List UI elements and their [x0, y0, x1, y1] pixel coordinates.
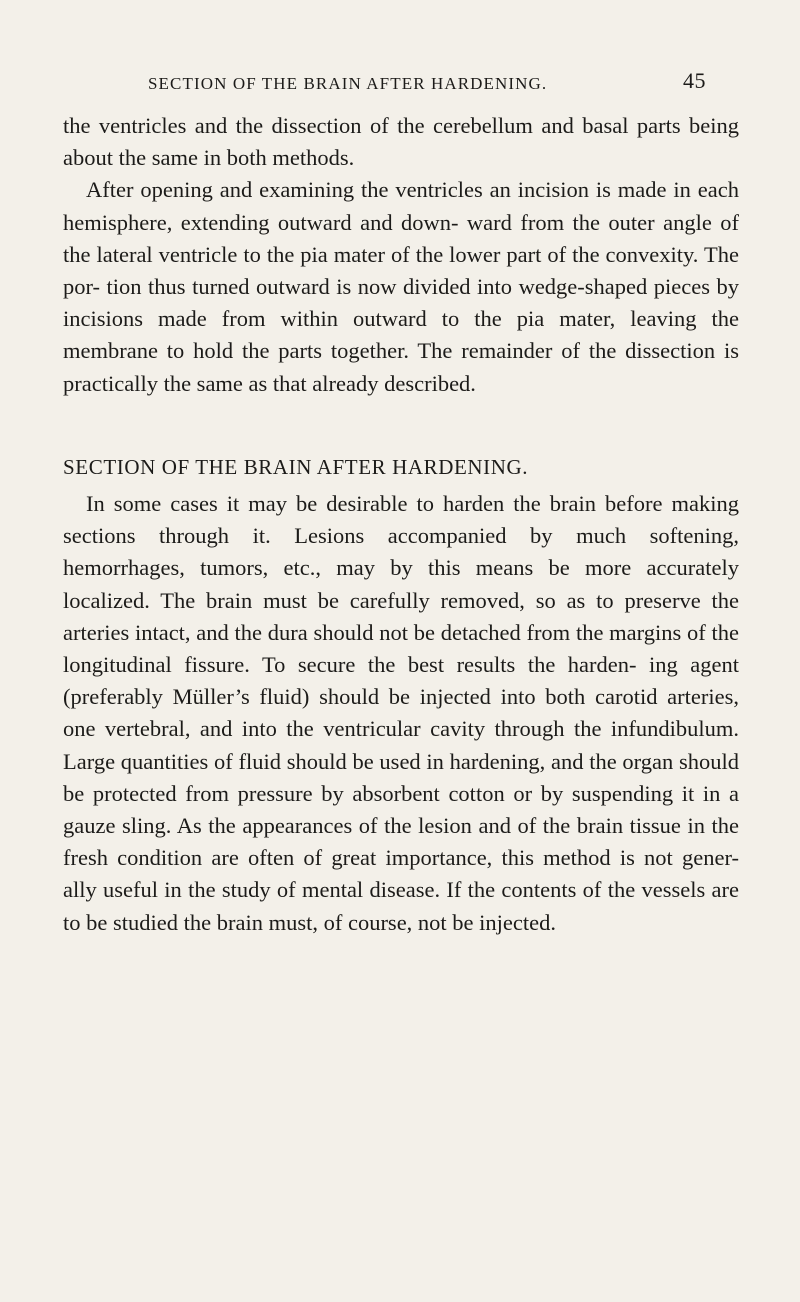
paragraph-incision: After opening and examining the ventricles an incision is made in each hemisphere, extending outward and down- ward from the outer angle of the lateral ventricle to the pia mater of the lower part of the convexity. The por- tion thus turned outward is now divided into wedge-shaped pieces by incisions made from within outward to the pia mater, leaving the membrane to hold the parts together. The remainder of the dissection is practically the same as that already described. — [63, 177, 739, 396]
paragraph-hardening: In some cases it may be desirable to harden the brain before making sections through it. Lesions accompanied by much softening, hemorrhages, tumors, etc., may by this means be more accurately localized. The brain must be carefully removed, so as to preserve the arteries intact, and the dura should not be detached from the margins of the longitudinal fissure. To secure the best results the harden- ing agent (preferably Müller’s fluid) should be injected into both carotid arteries, one vertebral, and into the ventricular cavity through the infundibulum. Large quantities of fluid should be used in hardening, and the organ should be protected from pressure by absorbent cotton or by suspending it in a gauze sling. As the appearances of the lesion and of the brain tissue in the fresh condition are often of great importance, this method is not gener- ally useful in the study of mental disease. If the contents of the vessels are to be studied the brain must, of course, not be injected. — [63, 491, 739, 935]
continued-paragraph: the ventricles and the dissection of the cerebellum and basal parts being about the same in both methods. — [63, 113, 739, 171]
running-head: SECTION OF THE BRAIN AFTER HARDENING. — [148, 74, 548, 93]
section-heading: SECTION OF THE BRAIN AFTER HARDENING. — [63, 454, 529, 479]
page-body — [63, 110, 739, 939]
page-number: 45 — [683, 68, 706, 93]
